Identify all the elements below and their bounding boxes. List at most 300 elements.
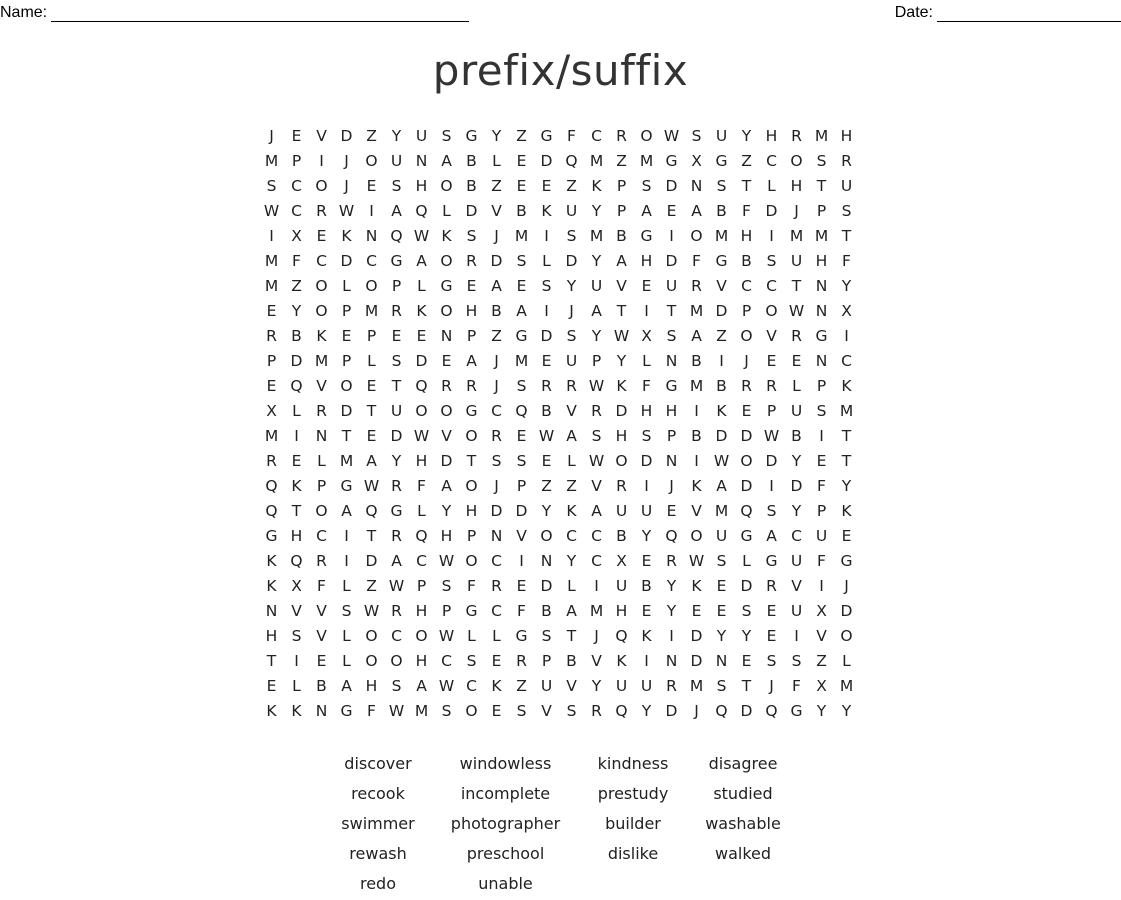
grid-letter[interactable]: L <box>492 627 501 645</box>
grid-letter[interactable]: I <box>594 577 599 595</box>
grid-letter[interactable]: R <box>391 527 402 545</box>
grid-letter[interactable]: J <box>494 227 499 245</box>
grid-letter[interactable]: M <box>839 677 854 695</box>
grid-letter[interactable]: P <box>341 302 352 320</box>
grid-letter[interactable]: N <box>490 527 503 545</box>
grid-letter[interactable]: V <box>541 702 552 720</box>
grid-letter[interactable]: S <box>741 602 752 620</box>
grid-letter[interactable]: M <box>814 127 829 145</box>
grid-letter[interactable]: P <box>391 277 402 295</box>
grid-letter[interactable]: E <box>516 177 527 195</box>
grid-letter[interactable]: J <box>269 127 274 145</box>
grid-letter[interactable]: Q <box>765 702 778 720</box>
grid-letter[interactable]: N <box>440 327 453 345</box>
grid-letter[interactable]: I <box>669 627 674 645</box>
grid-letter[interactable]: T <box>816 177 827 195</box>
grid-letter[interactable]: K <box>291 477 302 495</box>
grid-letter[interactable]: O <box>440 302 453 320</box>
grid-letter[interactable]: U <box>615 577 628 595</box>
grid-letter[interactable]: U <box>640 677 653 695</box>
grid-letter[interactable]: H <box>815 252 828 270</box>
grid-letter[interactable]: Q <box>415 377 428 395</box>
grid-letter[interactable]: U <box>715 127 728 145</box>
grid-letter[interactable]: Y <box>841 477 852 495</box>
grid-letter[interactable]: E <box>341 327 352 345</box>
grid-letter[interactable]: R <box>791 127 802 145</box>
grid-letter[interactable]: Q <box>615 702 628 720</box>
grid-letter[interactable]: H <box>415 602 428 620</box>
grid-letter[interactable]: P <box>441 602 452 620</box>
grid-letter[interactable]: O <box>840 627 853 645</box>
grid-letter[interactable]: V <box>316 627 327 645</box>
grid-letter[interactable]: O <box>465 552 478 570</box>
grid-letter[interactable]: K <box>691 477 702 495</box>
grid-letter[interactable]: J <box>594 627 599 645</box>
grid-letter[interactable]: X <box>816 677 827 695</box>
grid-letter[interactable]: Z <box>366 577 377 595</box>
grid-letter[interactable]: F <box>642 377 651 395</box>
grid-letter[interactable]: A <box>466 352 477 370</box>
grid-letter[interactable]: S <box>266 177 277 195</box>
grid-letter[interactable]: E <box>641 602 652 620</box>
grid-letter[interactable]: G <box>640 227 653 245</box>
grid-letter[interactable]: A <box>591 502 602 520</box>
grid-letter[interactable]: T <box>666 302 677 320</box>
grid-letter[interactable]: O <box>440 402 453 420</box>
grid-letter[interactable]: O <box>390 652 403 670</box>
grid-letter[interactable]: E <box>841 527 852 545</box>
grid-letter[interactable]: R <box>316 202 327 220</box>
grid-letter[interactable]: F <box>692 252 701 270</box>
grid-letter[interactable]: Q <box>265 502 278 520</box>
grid-letter[interactable]: Q <box>515 402 528 420</box>
grid-letter[interactable]: A <box>566 427 577 445</box>
grid-letter[interactable]: C <box>391 627 402 645</box>
grid-letter[interactable]: U <box>790 402 803 420</box>
grid-letter[interactable]: B <box>616 227 627 245</box>
grid-letter[interactable]: I <box>794 627 799 645</box>
grid-letter[interactable]: X <box>841 302 852 320</box>
grid-letter[interactable]: A <box>641 202 652 220</box>
grid-letter[interactable]: I <box>694 402 699 420</box>
grid-letter[interactable]: F <box>317 577 326 595</box>
grid-letter[interactable]: J <box>494 477 499 495</box>
grid-letter[interactable]: E <box>516 427 527 445</box>
grid-letter[interactable]: M <box>514 352 529 370</box>
grid-letter[interactable]: G <box>740 527 753 545</box>
grid-letter[interactable]: E <box>491 652 502 670</box>
grid-letter[interactable]: L <box>292 402 301 420</box>
grid-letter[interactable]: B <box>716 377 727 395</box>
grid-letter[interactable]: S <box>391 677 402 695</box>
grid-letter[interactable]: K <box>441 227 452 245</box>
grid-letter[interactable]: D <box>490 252 503 270</box>
grid-letter[interactable]: Z <box>491 177 502 195</box>
grid-letter[interactable]: I <box>519 552 524 570</box>
grid-letter[interactable]: E <box>716 602 727 620</box>
grid-letter[interactable]: D <box>540 327 553 345</box>
grid-letter[interactable]: L <box>317 452 326 470</box>
grid-letter[interactable]: M <box>714 227 729 245</box>
grid-letter[interactable]: C <box>591 552 602 570</box>
grid-letter[interactable]: J <box>569 302 574 320</box>
grid-letter[interactable]: E <box>766 627 777 645</box>
grid-letter[interactable]: C <box>841 352 852 370</box>
grid-letter[interactable]: M <box>814 227 829 245</box>
grid-letter[interactable]: E <box>541 177 552 195</box>
grid-letter[interactable]: K <box>341 227 352 245</box>
grid-letter[interactable]: P <box>366 327 377 345</box>
grid-letter[interactable]: L <box>642 352 651 370</box>
grid-letter[interactable]: N <box>715 652 728 670</box>
grid-letter[interactable]: C <box>416 552 427 570</box>
grid-letter[interactable]: L <box>467 627 476 645</box>
grid-letter[interactable]: I <box>644 477 649 495</box>
grid-letter[interactable]: F <box>367 702 376 720</box>
grid-letter[interactable]: P <box>341 352 352 370</box>
grid-letter[interactable]: I <box>344 552 349 570</box>
grid-letter[interactable]: S <box>491 452 502 470</box>
grid-letter[interactable]: T <box>741 177 752 195</box>
grid-letter[interactable]: R <box>541 377 552 395</box>
grid-letter[interactable]: E <box>741 402 752 420</box>
grid-letter[interactable]: P <box>616 177 627 195</box>
grid-letter[interactable]: I <box>844 327 849 345</box>
grid-letter[interactable]: N <box>540 552 553 570</box>
grid-letter[interactable]: O <box>765 302 778 320</box>
grid-letter[interactable]: W <box>413 427 430 445</box>
grid-letter[interactable]: K <box>266 577 277 595</box>
grid-letter[interactable]: L <box>342 277 351 295</box>
grid-letter[interactable]: J <box>794 202 799 220</box>
grid-letter[interactable]: O <box>315 502 328 520</box>
grid-letter[interactable]: Q <box>365 502 378 520</box>
grid-letter[interactable]: Z <box>616 152 627 170</box>
grid-letter[interactable]: W <box>663 127 680 145</box>
grid-letter[interactable]: S <box>716 177 727 195</box>
grid-letter[interactable]: T <box>566 627 577 645</box>
grid-letter[interactable]: I <box>544 302 549 320</box>
grid-letter[interactable]: E <box>266 377 277 395</box>
grid-letter[interactable]: B <box>541 602 552 620</box>
grid-letter[interactable]: V <box>766 327 777 345</box>
grid-letter[interactable]: P <box>591 352 602 370</box>
grid-letter[interactable]: Y <box>391 452 402 470</box>
grid-letter[interactable]: E <box>541 452 552 470</box>
grid-letter[interactable]: P <box>816 377 827 395</box>
grid-letter[interactable]: I <box>769 477 774 495</box>
grid-letter[interactable]: L <box>342 627 351 645</box>
grid-letter[interactable]: V <box>591 652 602 670</box>
grid-letter[interactable]: H <box>640 402 653 420</box>
grid-letter[interactable]: G <box>465 402 478 420</box>
grid-letter[interactable]: Y <box>791 502 802 520</box>
grid-letter[interactable]: P <box>816 202 827 220</box>
grid-letter[interactable]: G <box>515 327 528 345</box>
grid-letter[interactable]: F <box>567 127 576 145</box>
grid-letter[interactable]: G <box>390 252 403 270</box>
grid-letter[interactable]: M <box>264 252 279 270</box>
grid-letter[interactable]: D <box>615 402 628 420</box>
grid-letter[interactable]: K <box>616 652 627 670</box>
grid-letter[interactable]: R <box>316 402 327 420</box>
grid-letter[interactable]: V <box>291 602 302 620</box>
grid-letter[interactable]: W <box>613 327 630 345</box>
grid-letter[interactable]: K <box>491 677 502 695</box>
grid-letter[interactable]: E <box>641 552 652 570</box>
grid-letter[interactable]: I <box>694 452 699 470</box>
grid-letter[interactable]: B <box>691 427 702 445</box>
grid-letter[interactable]: R <box>466 252 477 270</box>
grid-letter[interactable]: J <box>769 677 774 695</box>
grid-letter[interactable]: E <box>691 602 702 620</box>
grid-letter[interactable]: R <box>391 477 402 495</box>
grid-letter[interactable]: O <box>340 377 353 395</box>
grid-letter[interactable]: Z <box>566 177 577 195</box>
grid-letter[interactable]: D <box>740 477 753 495</box>
grid-letter[interactable]: D <box>740 702 753 720</box>
grid-letter[interactable]: Y <box>541 502 552 520</box>
grid-letter[interactable]: T <box>841 427 852 445</box>
grid-letter[interactable]: E <box>366 177 377 195</box>
grid-letter[interactable]: F <box>417 477 426 495</box>
grid-letter[interactable]: K <box>691 577 702 595</box>
grid-letter[interactable]: S <box>566 327 577 345</box>
grid-letter[interactable]: S <box>841 202 852 220</box>
grid-letter[interactable]: E <box>366 427 377 445</box>
grid-letter[interactable]: B <box>466 177 477 195</box>
grid-letter[interactable]: N <box>665 652 678 670</box>
grid-letter[interactable]: M <box>264 427 279 445</box>
grid-letter[interactable]: N <box>815 277 828 295</box>
grid-letter[interactable]: O <box>465 702 478 720</box>
grid-letter[interactable]: G <box>265 527 278 545</box>
grid-letter[interactable]: G <box>815 327 828 345</box>
grid-letter[interactable]: V <box>491 202 502 220</box>
grid-letter[interactable]: F <box>292 252 301 270</box>
grid-letter[interactable]: S <box>541 627 552 645</box>
grid-letter[interactable]: L <box>442 202 451 220</box>
grid-letter[interactable]: R <box>591 702 602 720</box>
grid-letter[interactable]: O <box>615 452 628 470</box>
grid-letter[interactable]: B <box>316 677 327 695</box>
grid-letter[interactable]: D <box>690 627 703 645</box>
grid-letter[interactable]: R <box>691 277 702 295</box>
grid-letter[interactable]: A <box>391 202 402 220</box>
grid-letter[interactable]: T <box>366 402 377 420</box>
grid-letter[interactable]: M <box>264 277 279 295</box>
grid-letter[interactable]: Y <box>666 577 677 595</box>
grid-letter[interactable]: D <box>740 577 753 595</box>
grid-letter[interactable]: S <box>516 702 527 720</box>
grid-letter[interactable]: L <box>367 352 376 370</box>
grid-letter[interactable]: A <box>616 252 627 270</box>
grid-letter[interactable]: U <box>415 127 428 145</box>
grid-letter[interactable]: Y <box>616 352 627 370</box>
grid-letter[interactable]: M <box>639 152 654 170</box>
grid-letter[interactable]: U <box>790 252 803 270</box>
grid-letter[interactable]: D <box>665 702 678 720</box>
grid-letter[interactable]: G <box>340 477 353 495</box>
grid-letter[interactable]: Q <box>290 552 303 570</box>
grid-letter[interactable]: R <box>391 302 402 320</box>
grid-letter[interactable]: U <box>640 502 653 520</box>
grid-letter[interactable]: T <box>616 302 627 320</box>
grid-letter[interactable]: D <box>540 577 553 595</box>
grid-letter[interactable]: O <box>315 302 328 320</box>
grid-letter[interactable]: E <box>766 352 777 370</box>
grid-letter[interactable]: E <box>666 202 677 220</box>
grid-letter[interactable]: A <box>416 252 427 270</box>
grid-letter[interactable]: N <box>315 427 328 445</box>
grid-letter[interactable]: C <box>591 127 602 145</box>
grid-letter[interactable]: E <box>441 352 452 370</box>
grid-letter[interactable]: E <box>366 377 377 395</box>
grid-letter[interactable]: W <box>713 452 730 470</box>
grid-letter[interactable]: S <box>716 677 727 695</box>
grid-letter[interactable]: Q <box>265 477 278 495</box>
grid-letter[interactable]: A <box>416 677 427 695</box>
grid-letter[interactable]: B <box>566 652 577 670</box>
grid-letter[interactable]: L <box>567 452 576 470</box>
grid-letter[interactable]: O <box>440 177 453 195</box>
grid-letter[interactable]: Q <box>715 702 728 720</box>
grid-letter[interactable]: F <box>842 252 851 270</box>
grid-letter[interactable]: B <box>616 527 627 545</box>
grid-letter[interactable]: E <box>516 277 527 295</box>
grid-letter[interactable]: C <box>566 527 577 545</box>
grid-letter[interactable]: S <box>441 127 452 145</box>
grid-letter[interactable]: Z <box>366 127 377 145</box>
grid-letter[interactable]: Z <box>741 152 752 170</box>
grid-letter[interactable]: J <box>744 352 749 370</box>
grid-letter[interactable]: F <box>517 602 526 620</box>
grid-letter[interactable]: L <box>417 502 426 520</box>
grid-letter[interactable]: Z <box>291 277 302 295</box>
grid-letter[interactable]: N <box>690 177 703 195</box>
grid-letter[interactable]: S <box>641 177 652 195</box>
grid-letter[interactable]: M <box>689 302 704 320</box>
grid-letter[interactable]: R <box>391 602 402 620</box>
grid-letter[interactable]: S <box>766 252 777 270</box>
grid-letter[interactable]: R <box>766 577 777 595</box>
grid-letter[interactable]: K <box>716 402 727 420</box>
grid-letter[interactable]: M <box>414 702 429 720</box>
grid-letter[interactable]: D <box>740 427 753 445</box>
grid-letter[interactable]: Q <box>740 502 753 520</box>
grid-letter[interactable]: R <box>841 152 852 170</box>
grid-letter[interactable]: V <box>566 677 577 695</box>
grid-letter[interactable]: L <box>342 652 351 670</box>
grid-letter[interactable]: P <box>616 202 627 220</box>
grid-letter[interactable]: T <box>841 452 852 470</box>
grid-letter[interactable]: C <box>591 527 602 545</box>
grid-letter[interactable]: R <box>616 477 627 495</box>
grid-letter[interactable]: U <box>840 177 853 195</box>
grid-letter[interactable]: A <box>591 302 602 320</box>
grid-letter[interactable]: B <box>491 302 502 320</box>
grid-letter[interactable]: E <box>516 152 527 170</box>
grid-letter[interactable]: V <box>591 477 602 495</box>
grid-letter[interactable]: I <box>669 227 674 245</box>
grid-letter[interactable]: R <box>741 377 752 395</box>
grid-letter[interactable]: P <box>541 652 552 670</box>
grid-letter[interactable]: H <box>790 177 803 195</box>
grid-letter[interactable]: S <box>516 452 527 470</box>
grid-letter[interactable]: H <box>740 227 753 245</box>
grid-letter[interactable]: O <box>465 477 478 495</box>
grid-letter[interactable]: A <box>441 477 452 495</box>
grid-letter[interactable]: J <box>344 177 349 195</box>
grid-letter[interactable]: C <box>491 402 502 420</box>
grid-letter[interactable]: S <box>816 152 827 170</box>
grid-letter[interactable]: G <box>790 702 803 720</box>
grid-letter[interactable]: B <box>291 327 302 345</box>
grid-letter[interactable]: Z <box>516 127 527 145</box>
grid-letter[interactable]: A <box>391 552 402 570</box>
grid-letter[interactable]: P <box>291 152 302 170</box>
grid-letter[interactable]: M <box>264 152 279 170</box>
grid-letter[interactable]: R <box>491 577 502 595</box>
grid-letter[interactable]: V <box>516 527 527 545</box>
grid-letter[interactable]: I <box>819 427 824 445</box>
grid-letter[interactable]: R <box>791 327 802 345</box>
grid-letter[interactable]: D <box>290 352 303 370</box>
grid-letter[interactable]: F <box>817 477 826 495</box>
grid-letter[interactable]: U <box>815 527 828 545</box>
grid-letter[interactable]: R <box>266 452 277 470</box>
grid-letter[interactable]: R <box>566 377 577 395</box>
grid-letter[interactable]: G <box>715 152 728 170</box>
grid-letter[interactable]: M <box>839 402 854 420</box>
grid-letter[interactable]: S <box>441 702 452 720</box>
grid-letter[interactable]: M <box>689 377 704 395</box>
grid-letter[interactable]: T <box>341 427 352 445</box>
grid-letter[interactable]: B <box>741 252 752 270</box>
grid-letter[interactable]: D <box>465 202 478 220</box>
grid-letter[interactable]: I <box>319 152 324 170</box>
grid-letter[interactable]: Q <box>665 527 678 545</box>
grid-letter[interactable]: O <box>640 127 653 145</box>
grid-letter[interactable]: Y <box>591 202 602 220</box>
grid-letter[interactable]: R <box>466 377 477 395</box>
grid-letter[interactable]: Y <box>741 627 752 645</box>
grid-letter[interactable]: E <box>416 327 427 345</box>
grid-letter[interactable]: P <box>416 577 427 595</box>
grid-letter[interactable]: U <box>390 152 403 170</box>
grid-letter[interactable]: M <box>364 302 379 320</box>
grid-letter[interactable]: O <box>465 427 478 445</box>
grid-letter[interactable]: O <box>315 177 328 195</box>
grid-letter[interactable]: O <box>690 527 703 545</box>
grid-letter[interactable]: K <box>316 327 327 345</box>
grid-letter[interactable]: S <box>566 227 577 245</box>
grid-letter[interactable]: H <box>640 252 653 270</box>
grid-letter[interactable]: K <box>841 377 852 395</box>
grid-letter[interactable]: Z <box>491 327 502 345</box>
grid-letter[interactable]: P <box>816 502 827 520</box>
grid-letter[interactable]: K <box>566 502 577 520</box>
grid-letter[interactable]: X <box>816 602 827 620</box>
grid-letter[interactable]: T <box>366 527 377 545</box>
grid-letter[interactable]: Q <box>290 377 303 395</box>
grid-letter[interactable]: S <box>466 652 477 670</box>
grid-letter[interactable]: S <box>766 652 777 670</box>
grid-letter[interactable]: U <box>665 277 678 295</box>
grid-letter[interactable]: O <box>365 152 378 170</box>
grid-letter[interactable]: N <box>665 452 678 470</box>
grid-letter[interactable]: U <box>715 527 728 545</box>
